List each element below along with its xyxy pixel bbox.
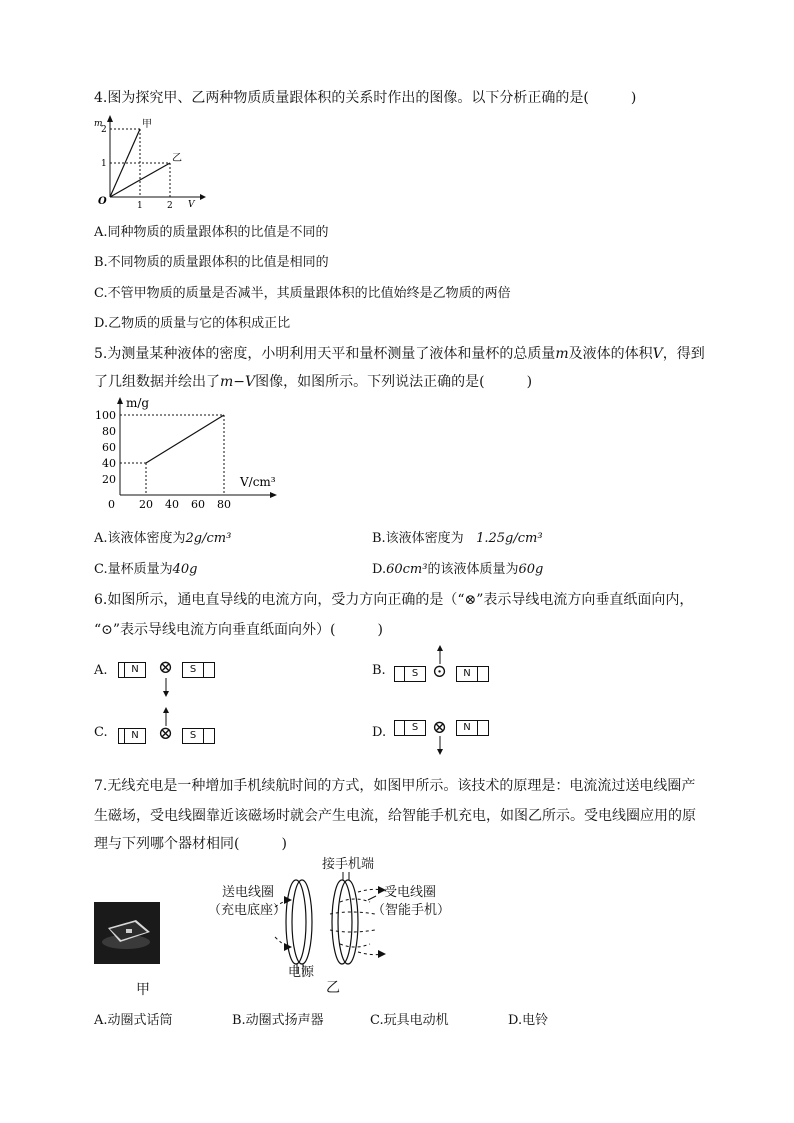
q4-option-b[interactable]: B.不同物质的质量跟体积的比值是相同的 [94,255,329,270]
q5-stem-line2: 了几组数据并绘出了m−V图像，如图所示。下列说法正确的是( ) [94,374,533,390]
q6-d-wire-icon: ⊗ [432,717,448,738]
q6-c-left-pole: N [124,728,146,744]
q7-phone-photo [94,902,160,964]
q6-d-label: D. [372,725,387,740]
send-coil-icon [286,880,306,964]
q6-option-c[interactable] [94,712,294,762]
q5-option-a[interactable]: A.该液体密度为2g/cm³ [94,531,232,546]
q4-y-tick-1: 2 [101,125,107,135]
q5-x-tick-1: 20 [139,498,153,511]
q6-d-right-pole: N [456,720,478,736]
q6-a-right-pole: S [182,662,204,678]
q5-y-tick-2: 60 [102,441,116,454]
q5-x-tick-3: 60 [191,498,205,511]
q4-x-tick-0: 1 [137,201,143,211]
q7-label-send-coil-base: （充电底座） [208,903,287,918]
q4-option-d[interactable]: D.乙物质的质量与它的体积成正比 [94,316,291,331]
q7-stem-line3: 理与下列哪个器材相同( ) [94,836,287,852]
q5-xlabel: V/cm³ [240,475,276,489]
q5-option-b[interactable]: B.该液体密度为 1.25g/cm³ [372,531,543,546]
q4-series-label-0: 甲 [142,119,152,130]
q5-x-arrow [270,492,277,498]
q7-stem-line1: 7.无线充电是一种增加手机续航时间的方式，如图甲所示。该技术的原理是：电流流过送电线圈产 [94,778,696,794]
q6-stem-line1: 6.如图所示，通电直导线的电流方向，受力方向正确的是（“⊗”表示导线电流方向垂直纸面向内， [94,592,694,608]
q5-y-tick-1: 40 [102,457,116,470]
q7-option-b[interactable]: B.动圈式扬声器 [232,1013,324,1028]
q5-stem-line1: 5.为测量某种液体的密度，小明利用天平和量杯测量了液体和量杯的总质量m及液体的体积V，得到 [94,346,705,362]
q7-option-a[interactable]: A.动圈式话筒 [94,1013,173,1028]
q7-label-receive-coil: 受电线圈 [384,885,437,900]
q4-x-tick-1: 2 [167,201,173,211]
q5-x-tick-2: 40 [165,498,179,511]
q6-option-d[interactable] [372,712,572,762]
q6-d-force-arrow-icon [434,736,446,756]
q7-option-d[interactable]: D.电铃 [508,1013,549,1028]
q4-option-c[interactable]: C.不管甲物质的质量是否减半，其质量跟体积的比值始终是乙物质的两倍 [94,286,511,301]
q6-option-b[interactable] [372,652,572,702]
q7-stem-line2: 生磁场，受电线圈靠近该磁场时就会产生电流，给智能手机充电，如图乙所示。受电线圈应用的原 [94,808,696,824]
charger-photo-icon [94,902,160,964]
q7-label-send-coil: 送电线圈 [222,885,275,900]
receive-coil-icon [332,880,352,964]
q6-c-wire-icon: ⊗ [158,723,174,744]
q6-b-force-arrow-icon [434,644,446,664]
q6-b-wire-icon: ⊙ [432,661,448,682]
q4-stem: 4.图为探究甲、乙两种物质质量跟体积的关系时作出的图像。以下分析正确的是( ) [94,90,637,106]
q6-c-right-pole: S [182,728,204,744]
q4-ylabel: m [94,119,103,129]
q4-y-tick-0: 1 [101,159,107,169]
q5-y-arrow [117,397,123,404]
q4-series-label-1: 乙 [172,153,182,164]
q6-stem-line2: “⊙”表示导线电流方向垂直纸面向外）( ) [94,622,383,638]
q5-y-tick-0: 20 [102,473,116,486]
q4-xlabel: V [188,200,195,210]
q5-option-d[interactable]: D.60cm³的该液体质量为60g [372,562,544,577]
q4-chart [88,112,208,212]
q6-b-right-pole: N [456,666,478,682]
q4-x-arrow [200,194,206,200]
q7-option-c[interactable]: C.玩具电动机 [370,1013,449,1028]
q6-a-force-arrow-icon [160,678,172,698]
q5-chart [90,394,290,514]
q6-a-label: A. [94,663,108,678]
q7-fig-jia-label: 甲 [136,982,150,998]
q6-b-label: B. [372,663,386,678]
q5-ylabel: m/g [126,396,150,410]
q7-label-phone-end: 接手机端 [322,857,375,872]
q6-c-force-arrow-icon [160,706,172,726]
q5-y-tick-4: 100 [95,409,116,422]
q7-fig-yi-label: 乙 [326,980,340,996]
q7-label-power: 电源 [288,965,315,980]
q6-option-a[interactable] [94,652,294,702]
q4-origin: O [98,196,107,207]
q4-option-a[interactable]: A.同种物质的质量跟体积的比值是不同的 [94,225,329,240]
q5-option-c[interactable]: C.量杯质量为40g [94,562,198,577]
q7-label-receive-coil-phone: （智能手机） [372,903,451,918]
q6-c-label: C. [94,725,108,740]
q6-d-left-pole: S [404,720,426,736]
q4-series-line-1 [110,163,170,197]
q5-x-tick-4: 80 [217,498,231,511]
q6-b-left-pole: S [404,666,426,682]
q5-x-tick-0: 0 [108,498,115,511]
q4-y-arrow [107,115,113,122]
q6-a-left-pole: N [124,662,146,678]
q6-a-wire-icon: ⊗ [158,657,174,678]
q5-y-tick-3: 80 [102,425,116,438]
q5-series-line [146,415,224,463]
